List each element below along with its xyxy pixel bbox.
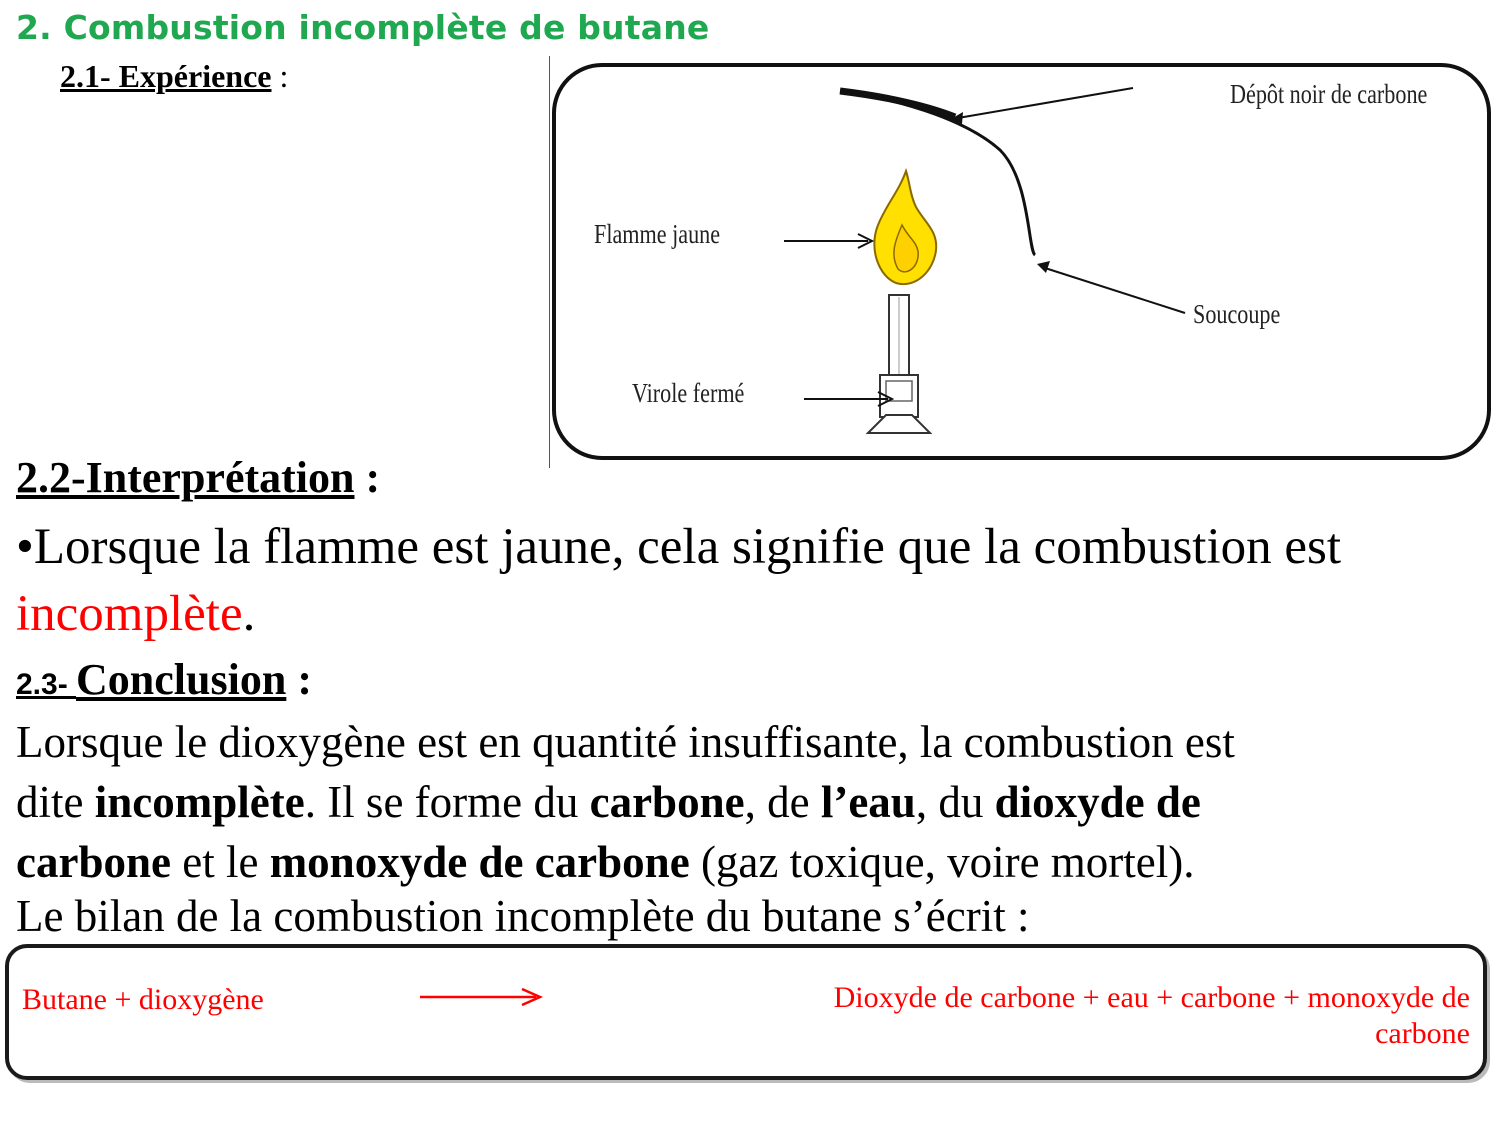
conclusion-bold-term: l’eau [820, 777, 916, 827]
interpretation-heading [16, 452, 380, 503]
conclusion-text-segment: et le [170, 837, 270, 887]
bilan-text: Le bilan de la combustion incomplète du butane s’écrit : [16, 891, 1030, 941]
ring-label: Virole fermé [632, 378, 745, 408]
interpretation-highlight: incomplète [16, 586, 243, 642]
conclusion-text-segment: , de [744, 777, 821, 827]
saucer-arrowhead [1037, 261, 1050, 273]
interpretation-heading-label: 2.2-Interprétation [16, 453, 355, 502]
flame-label: Flamme jaune [594, 219, 721, 249]
saucer-label: Soucoupe [1193, 299, 1281, 329]
equation-products-line-2: carbone [1375, 1017, 1470, 1050]
deposit-arrow [958, 88, 1133, 118]
equation-products-line-1: Dioxyde de carbone + eau + carbone + monoxyde de [833, 981, 1470, 1014]
conclusion-bold-term: carbone [589, 777, 745, 827]
conclusion-bold-term: dioxyde de [994, 777, 1201, 827]
conclusion-text-segment: . Il se forme du [304, 777, 590, 827]
conclusion-bold-term: monoxyde de carbone [269, 837, 690, 887]
conclusion-heading [16, 654, 312, 705]
interpretation-text-main: •Lorsque la flamme est jaune, cela signifie que la combustion est [16, 519, 1342, 575]
experience-heading [60, 58, 288, 95]
saucer-curve [840, 91, 1035, 255]
burner-base [868, 415, 930, 433]
conclusion-text-segment: (gaz toxique, voire mortel). [689, 837, 1195, 887]
conclusion-heading-number: 2.3- [16, 668, 77, 701]
equation-reactants: Butane + dioxygène [22, 983, 264, 1016]
conclusion-line-3 [16, 832, 1476, 892]
conclusion-text-segment: , du [915, 777, 995, 827]
experience-heading-label: 2.1- Expérience [60, 58, 272, 94]
conclusion-heading-label: Conclusion [76, 655, 287, 704]
carbon-deposit [840, 91, 955, 117]
interpretation-text-end: . [242, 586, 256, 642]
experience-heading-suffix: : [271, 58, 289, 94]
interpretation-heading-suffix: : [354, 453, 381, 502]
interpretation-text [16, 514, 1486, 648]
experiment-diagram [550, 55, 1495, 465]
conclusion-text [16, 712, 1476, 892]
conclusion-bold-term: carbone [16, 837, 171, 887]
saucer-arrow [1045, 268, 1185, 313]
conclusion-bold-term: incomplète [94, 777, 305, 827]
conclusion-heading-suffix: : [286, 655, 312, 704]
conclusion-line-1: Lorsque le dioxygène est en quantité insuffisante, la combustion est [16, 717, 1235, 767]
conclusion-text-segment: dite [16, 777, 95, 827]
conclusion-line-2 [16, 772, 1476, 832]
deposit-label: Dépôt noir de carbone [1230, 79, 1428, 109]
reaction-arrow-icon [418, 985, 544, 1009]
page-title: 2. Combustion incomplète de butane [16, 8, 710, 47]
